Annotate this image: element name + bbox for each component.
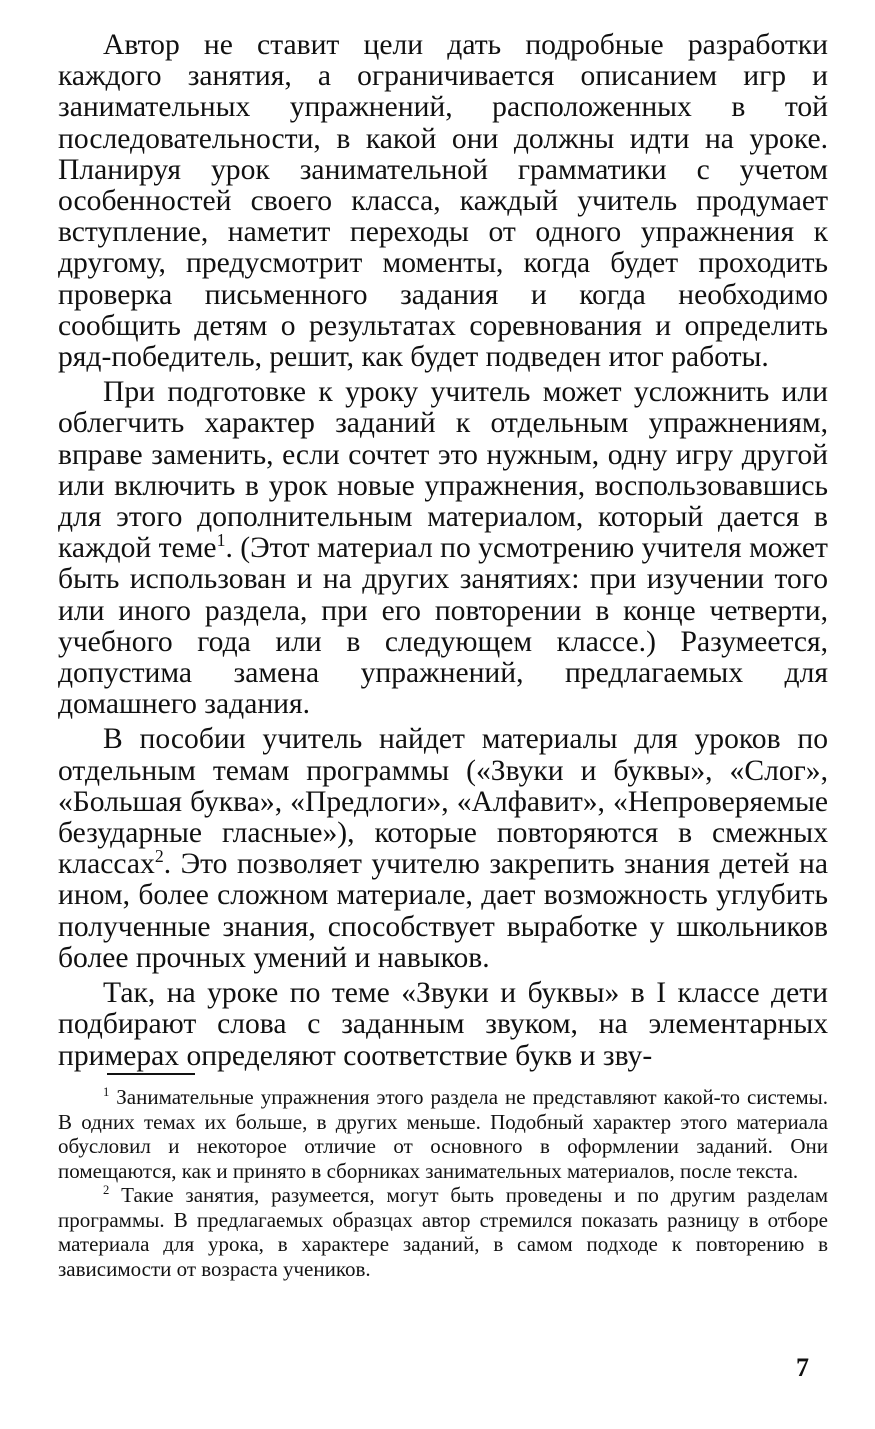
page-number: 7 <box>796 1353 809 1382</box>
footnote-divider <box>107 1073 195 1075</box>
footnotes <box>58 1085 828 1281</box>
paragraph-1: Автор не ставит цели дать подробные разработки каждого занятия, а ограничивается описанием игр и занимательных упражнений, расположенных в той последовательности, в какой они должны идти на уроке. Планируя урок занимательной грамматики с учетом особенностей своего класса, каждый учитель продумает вступление, наметит переходы от одного упражнения к другому, предусмотрит моменты, когда будет проходить проверка письменного задания и когда необходимо сообщить детям о результатах соревнования и определить ряд-победитель, решит, как будет подведен итог работы. <box>58 29 828 374</box>
footnote-1 <box>58 1085 828 1183</box>
footnote-1-text: Занимательные упражнения этого раздела не представляют какой-то системы. В одних темах их больше, в других меньше. Подобный характер этого материала обусловил и некоторое отличие от основного в оформлении заданий. Они помещаются, как и принято в сборниках занимательных материалов, после текста. <box>58 1085 828 1183</box>
footnote-2-text: Такие занятия, разумеется, могут быть проведены и по другим разделам программы. В предлагаемых образцах автор стремился показать разницу в отборе материала для урока, в характере заданий, в самом подходе к повторению в зависимости от возраста учеников. <box>58 1183 828 1281</box>
paragraph-2-text-b: . (Этот материал по усмотрению учителя может быть использован и на других занятиях: при изучении того или иного раздела, при его повторении в конце четверти, учебного года или в следующем классе.) Разумеется, допустима замена упражнений, предлагаемых для домашнего задания. <box>58 532 828 721</box>
footnote-ref-2: 2 <box>154 846 164 867</box>
footnote-2-marker: 2 <box>103 1183 110 1197</box>
paragraph-2 <box>58 377 828 720</box>
paragraph-3-text-b: . Это позволяет учителю закрепить знания детей на ином, более сложном материале, дает возможность углубить полученные знания, способствует выработке у школьников более прочных умений и навыков. <box>58 848 828 974</box>
footnote-2 <box>58 1183 828 1281</box>
footnote-1-marker: 1 <box>103 1085 110 1099</box>
main-text <box>58 30 828 1076</box>
paragraph-3 <box>58 724 828 974</box>
paragraph-4: Так, на уроке по теме «Звуки и буквы» в I классе дети подбирают слова с заданным звуком, на элементарных примерах определяют соответствие букв и зву- <box>58 977 828 1072</box>
paragraph-2-text-a: При подготовке к уроку учитель может усложнить или облегчить характер заданий к отдельным упражнениям, вправе заменить, если сочтет это нужным, одну игру другой или включить в урок новые упражнения, воспользовавшись для этого дополнительным материалом, который дается в каждой теме <box>58 376 828 565</box>
paragraph-3-text-a: В пособии учитель найдет материалы для уроков по отдельным темам программы («Звуки и буквы», «Слог», «Большая буква», «Предлоги», «Алфавит», «Непроверяемые безударные гласные»), которые повторяются в смежных классах <box>58 723 828 881</box>
footnote-ref-1: 1 <box>216 530 226 551</box>
